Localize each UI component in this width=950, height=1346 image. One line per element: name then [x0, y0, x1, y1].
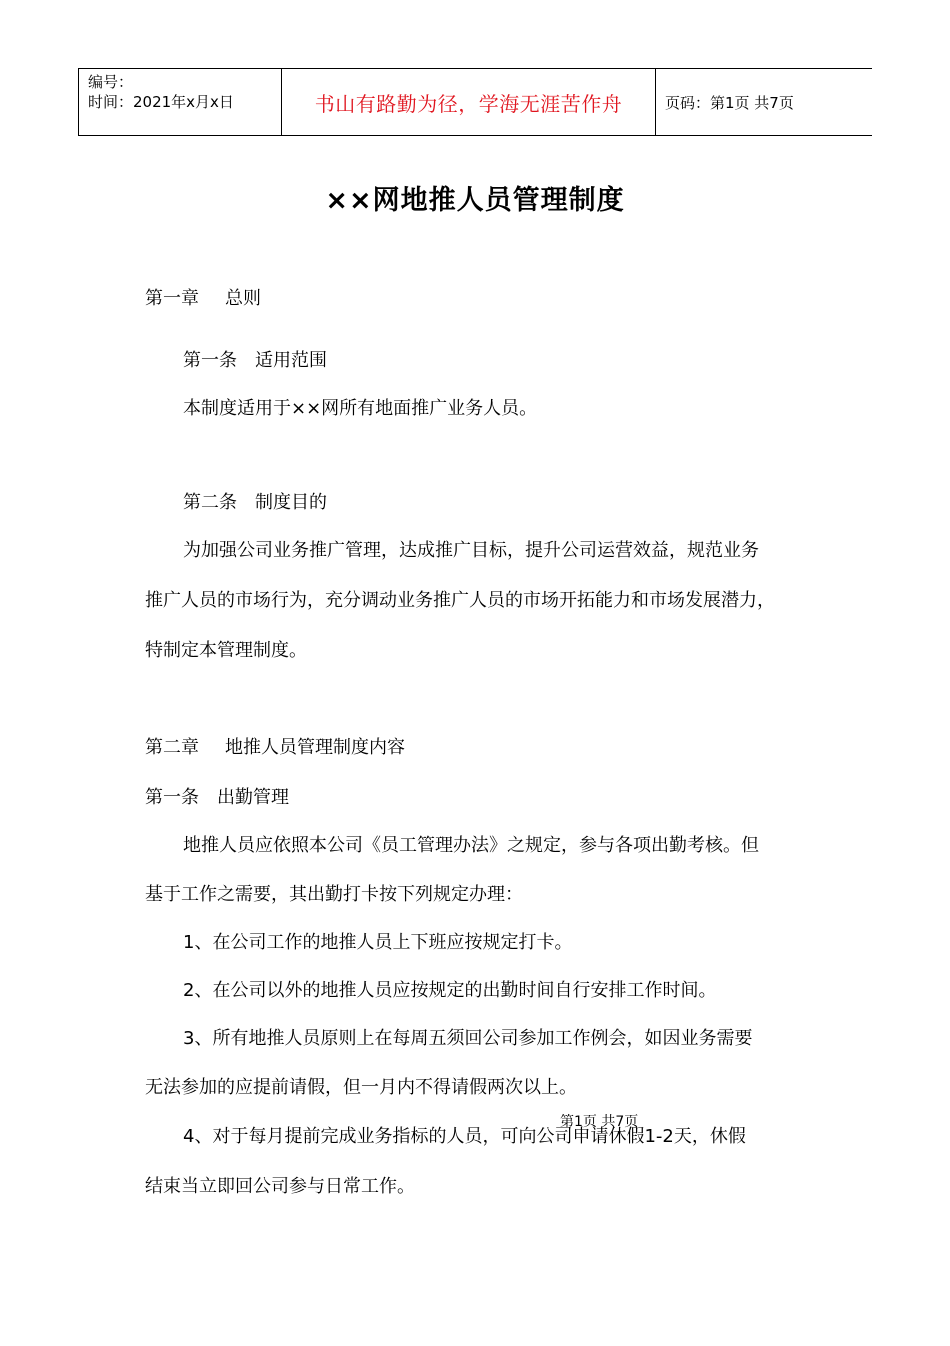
- chapter-heading: [145, 736, 405, 760]
- chapter-number: 第一章: [145, 288, 199, 309]
- header-motto-cell: [282, 69, 656, 135]
- article-heading: [183, 349, 327, 373]
- paragraph-line: 特制定本管理制度。: [145, 640, 307, 661]
- article-name: 适用范围: [255, 350, 327, 371]
- list-item-continuation: 结束当立即回公司参与日常工作。: [145, 1176, 415, 1197]
- article-name: 出勤管理: [217, 787, 289, 808]
- chapter-name: 总则: [225, 288, 261, 309]
- paragraph-line: 地推人员应依照本公司《员工管理办法》之规定，参与各项出勤考核。但: [183, 835, 759, 856]
- document-title: ××网地推人员管理制度: [325, 185, 625, 216]
- page-label: 页码：第1页 共7页: [665, 93, 794, 112]
- paragraph-line: 推广人员的市场行为，充分调动业务推广人员的市场开拓能力和市场发展潜力，: [145, 590, 775, 611]
- number-label: 编号：: [88, 73, 134, 91]
- article-heading: [145, 786, 289, 810]
- list-item: 2、在公司以外的地推人员应按规定的出勤时间自行安排工作时间。: [183, 980, 717, 1001]
- paragraph-line: 本制度适用于××网所有地面推广业务人员。: [183, 398, 538, 419]
- article-heading: [183, 491, 327, 515]
- list-item: 4、对于每月提前完成业务指标的人员，可向公司申请休假1-2天，休假: [183, 1126, 746, 1147]
- list-item: 1、在公司工作的地推人员上下班应按规定打卡。: [183, 932, 573, 953]
- chapter-number: 第二章: [145, 737, 199, 758]
- header-info-cell: [79, 69, 282, 135]
- paragraph-line: 基于工作之需要，其出勤打卡按下列规定办理：: [145, 884, 523, 905]
- article-name: 制度目的: [255, 492, 327, 513]
- article-number: 第二条: [183, 492, 237, 513]
- paragraph-line: 为加强公司业务推广管理，达成推广目标，提升公司运营效益，规范业务: [183, 540, 759, 561]
- motto-text: 书山有路勤为径，学海无涯苦作舟: [314, 91, 623, 116]
- header-table: [78, 68, 872, 136]
- time-label: 时间：2021年x月x日: [88, 93, 234, 111]
- chapter-heading: [145, 287, 261, 311]
- article-number: 第一条: [183, 350, 237, 371]
- header-page-cell: [656, 69, 872, 135]
- page-footer: 第1页 共7页: [560, 1114, 639, 1130]
- list-item-continuation: 无法参加的应提前请假，但一月内不得请假两次以上。: [145, 1077, 577, 1098]
- article-number: 第一条: [145, 787, 199, 808]
- chapter-name: 地推人员管理制度内容: [225, 737, 405, 758]
- list-item: 3、所有地推人员原则上在每周五须回公司参加工作例会，如因业务需要: [183, 1028, 753, 1049]
